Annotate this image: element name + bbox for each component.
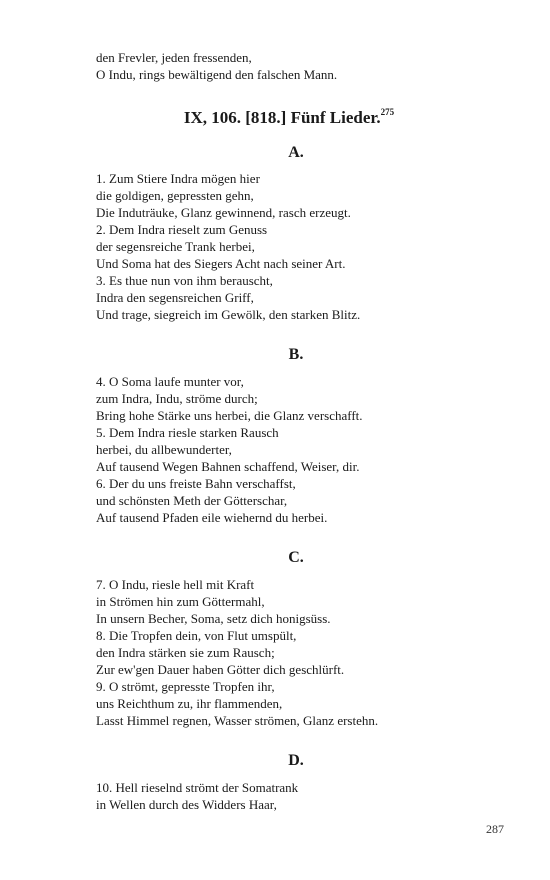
- verse-line: uns Reichthum zu, ihr flammenden,: [96, 696, 283, 711]
- section-c: [96, 548, 496, 729]
- verse-line: die goldigen, gepressten gehn,: [96, 188, 254, 203]
- section-b: [96, 345, 496, 526]
- verse-line: 10. Hell rieselnd strömt der Somatrank: [96, 780, 299, 795]
- verse-line: Auf tausend Pfaden eile wiehernd du herbei.: [96, 510, 328, 525]
- verse-line: den Frevler, jeden fressenden,: [96, 50, 252, 65]
- verse-line: den Indra stärken sie zum Rausch;: [96, 645, 275, 660]
- verse-line: Auf tausend Wegen Bahnen schaffend, Weiser, dir.: [96, 459, 360, 474]
- section-letter: A.: [288, 144, 304, 161]
- section-a: [96, 143, 496, 323]
- verse-line: In unsern Becher, Soma, setz dich honigsüss.: [96, 611, 331, 626]
- verse-line: zum Indra, Indu, ströme durch;: [96, 391, 258, 406]
- section-letter: B.: [288, 346, 304, 363]
- page-body: [96, 49, 496, 813]
- verse-line: Und Soma hat des Siegers Acht nach seiner Art.: [96, 256, 346, 271]
- verse-line: Und trage, siegreich im Gewölk, den starken Blitz.: [96, 307, 361, 322]
- verse-line: herbei, du allbewunderter,: [96, 442, 232, 457]
- verse-line: der segensreiche Trank herbei,: [96, 239, 255, 254]
- section-letter: C.: [288, 549, 304, 566]
- verse-line: in Strömen hin zum Göttermahl,: [96, 594, 265, 609]
- verse-line: 3. Es thue nun von ihm berauscht,: [96, 273, 273, 288]
- verse-line: 9. O strömt, gepresste Tropfen ihr,: [96, 679, 275, 694]
- verse-line: 5. Dem Indra riesle starken Rausch: [96, 425, 279, 440]
- verse-line: 1. Zum Stiere Indra mögen hier: [96, 171, 260, 186]
- verse-line: 2. Dem Indra rieselt zum Genuss: [96, 222, 268, 237]
- verse-block: [96, 779, 496, 813]
- hymn-heading-text: IX, 106. [818.] Fünf Lieder.: [183, 108, 381, 127]
- section-d: [96, 751, 496, 813]
- verse-line: Indra den segensreichen Griff,: [96, 290, 254, 305]
- verse-line: und schönsten Meth der Götterschar,: [96, 493, 288, 508]
- verse-block: [96, 576, 496, 729]
- verse-line: Die Induträuke, Glanz gewinnend, rasch erzeugt.: [96, 205, 351, 220]
- verse-line: O Indu, rings bewältigend den falschen Mann.: [96, 67, 338, 82]
- page-number: 287: [486, 822, 504, 836]
- section-letter: D.: [288, 752, 304, 769]
- verse-line: 4. O Soma laufe munter vor,: [96, 374, 244, 389]
- verse-line: 7. O Indu, riesle hell mit Kraft: [96, 577, 255, 592]
- verse-line: 6. Der du uns freiste Bahn verschaffst,: [96, 476, 296, 491]
- verse-block: [96, 170, 496, 323]
- footnote-marker: 275: [380, 107, 395, 117]
- intro-block: [96, 49, 496, 83]
- verse-line: in Wellen durch des Widders Haar,: [96, 797, 277, 812]
- verse-line: Lasst Himmel regnen, Wasser strömen, Glanz erstehn.: [96, 713, 379, 728]
- verse-block: [96, 373, 496, 526]
- verse-line: Zur ew'gen Dauer haben Götter dich geschlürft.: [96, 662, 345, 677]
- verse-line: Bring hohe Stärke uns herbei, die Glanz verschafft.: [96, 408, 363, 423]
- verse-line: 8. Die Tropfen dein, von Flut umspült,: [96, 628, 297, 643]
- hymn-heading: [82, 107, 496, 129]
